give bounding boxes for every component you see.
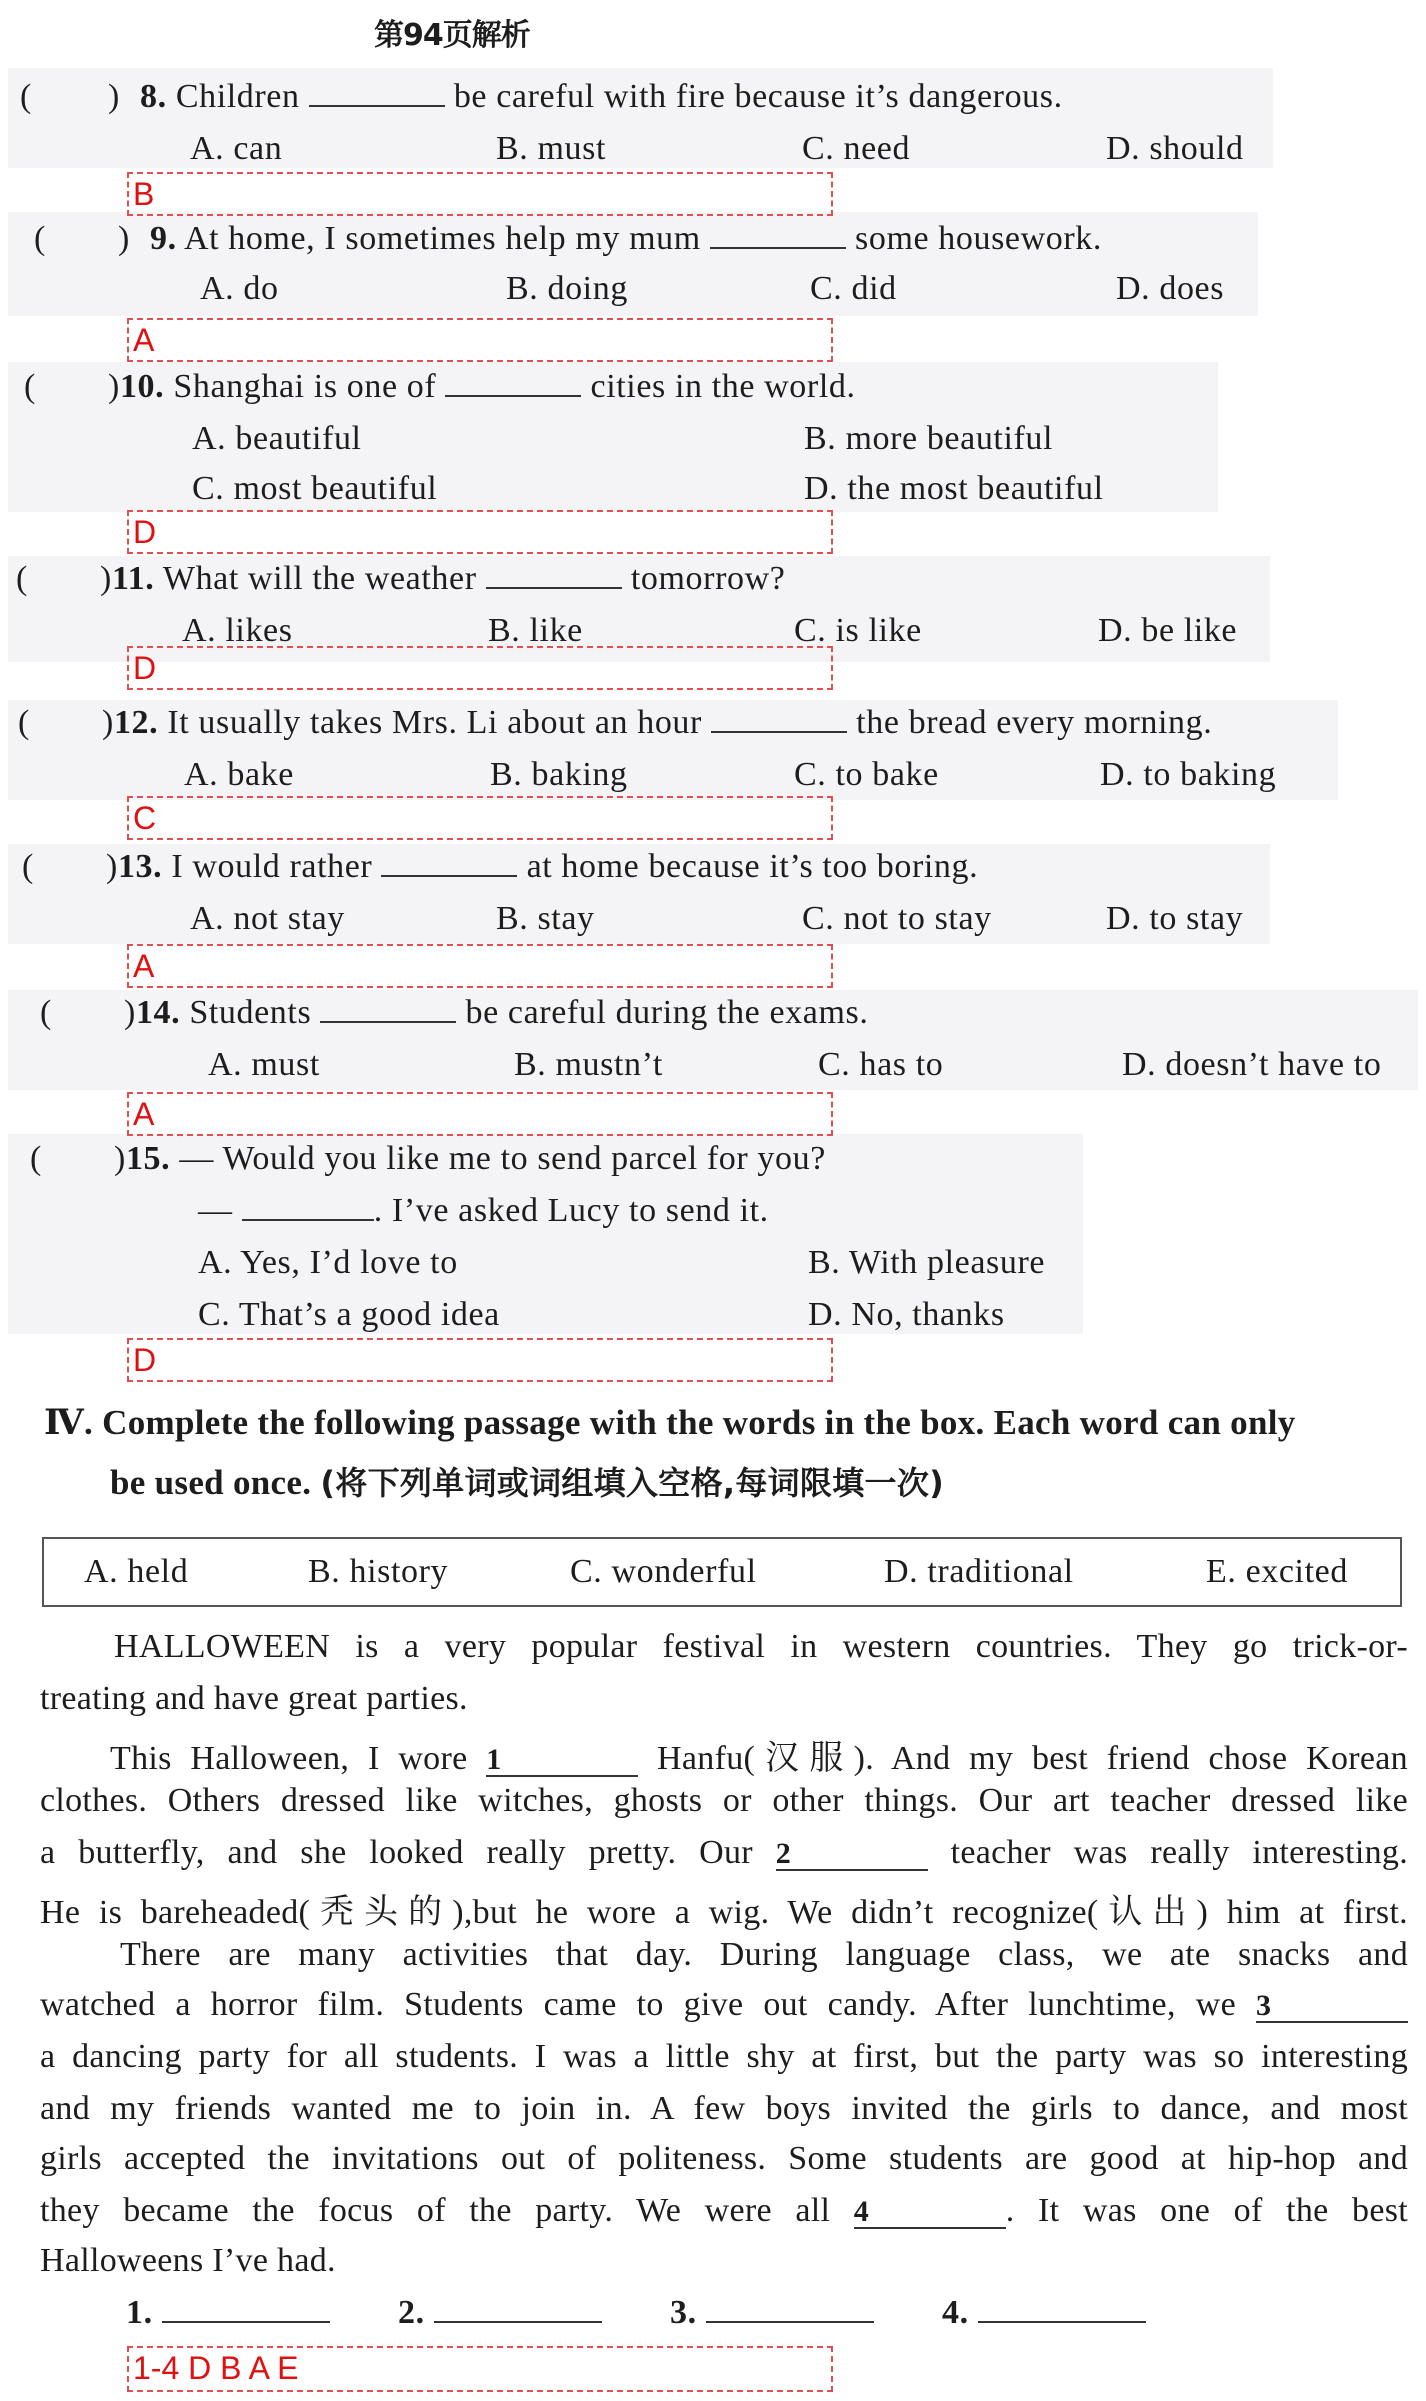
option-a: A. must	[208, 1046, 320, 1083]
option-c: C. did	[810, 270, 897, 307]
option-d: D. the most beautiful	[804, 470, 1104, 507]
fill-blank	[381, 849, 517, 877]
blank-line	[706, 2295, 874, 2323]
question-stem-end: tomorrow?	[630, 560, 786, 597]
passage-line: and my friends wanted me to join in. A few boys invited the girls to dance, and most	[40, 2090, 1408, 2127]
option-b: B. more beautiful	[804, 420, 1054, 457]
passage-line: There are many activities that day. During language class, we ate snacks and	[120, 1936, 1408, 1973]
option-c: C. is like	[794, 612, 922, 649]
answer-box: A	[127, 318, 833, 362]
answer-paren-open: (	[40, 994, 52, 1031]
answer-paren-open: (	[24, 368, 36, 405]
answer-paren-close: )	[106, 848, 118, 885]
option-b: B. like	[488, 612, 583, 649]
answer-paren-open: (	[18, 704, 30, 741]
passage-text: watched a horror film. Students came to give out candy. After lunchtime, we	[40, 1986, 1236, 2023]
answer-box: C	[127, 796, 833, 840]
question-stem: I would rather	[171, 848, 373, 885]
question-stem: — Would you like me to send parcel for you?	[179, 1140, 826, 1177]
option-c: C. most beautiful	[192, 470, 438, 507]
blank-label: 1.	[126, 2294, 153, 2331]
question-number: 12.	[113, 704, 159, 741]
option-d: D. be like	[1098, 612, 1238, 649]
question-number: 10.	[119, 368, 165, 405]
answer-paren-close: )	[100, 560, 112, 597]
answer-paren-close: )	[102, 704, 114, 741]
option-b: B. must	[496, 130, 607, 167]
answer-paren-open: (	[16, 560, 28, 597]
blank-label: 2.	[398, 2294, 425, 2331]
question-stem-end: be careful during the exams.	[465, 994, 869, 1031]
question-stem-end: the bread every morning.	[856, 704, 1213, 741]
option-b: B. With pleasure	[808, 1244, 1046, 1281]
blank-line	[978, 2295, 1146, 2323]
option-a: A. bake	[184, 756, 294, 793]
answer-blank-4	[942, 2294, 1146, 2332]
question-stem-end: be careful with fire because it’s dangerous.	[453, 78, 1063, 115]
dash: —	[198, 1192, 233, 1229]
option-c: C. need	[802, 130, 911, 167]
fill-blank	[309, 79, 445, 107]
blank-line	[434, 2295, 602, 2323]
answer-box: D	[127, 646, 833, 690]
word-d: D. traditional	[884, 1553, 1074, 1590]
question-stem: At home, I sometimes help my mum	[183, 220, 701, 257]
passage-text: . It was one of the best	[1005, 2192, 1408, 2229]
question-line-2: . I’ve asked Lucy to send it.	[373, 1192, 769, 1229]
answer-box: A	[127, 1092, 833, 1136]
option-b: B. stay	[496, 900, 595, 937]
word-c: C. wonderful	[570, 1553, 757, 1590]
passage-line	[40, 2192, 1408, 2230]
passage-text: This Halloween, I wore	[110, 1740, 468, 1777]
question-stem: Shanghai is one of	[173, 368, 437, 405]
question-stem: It usually takes Mrs. Li about an hour	[167, 704, 702, 741]
fill-blank	[445, 369, 581, 397]
passage-line	[40, 1834, 1408, 1872]
option-a: A. likes	[182, 612, 293, 649]
passage-line	[110, 1730, 1408, 1779]
answer-blank-2	[398, 2294, 602, 2332]
answer-paren-close: )	[118, 220, 130, 257]
question-stem: Children	[175, 78, 300, 115]
answer-box: D	[127, 510, 833, 554]
option-d: D. to stay	[1106, 900, 1244, 937]
option-c: C. to bake	[794, 756, 939, 793]
option-b: B. baking	[490, 756, 628, 793]
fill-blank	[320, 995, 456, 1023]
question-number: 13.	[117, 848, 163, 885]
option-a: A. do	[200, 270, 279, 307]
passage-blank-2: 2	[776, 1839, 928, 1871]
answer-paren-close: )	[108, 78, 120, 115]
section-4-instruction	[44, 1402, 1296, 1443]
blank-line	[162, 2295, 330, 2323]
option-a: A. beautiful	[192, 420, 362, 457]
passage-blank-4: 4	[854, 2197, 1006, 2229]
passage-text: a butterfly, and she looked really pretty. Our	[40, 1834, 753, 1871]
instruction-chinese: (将下列单词或词组填入空格,每词限填一次)	[320, 1464, 945, 1502]
option-a: A. Yes, I’d love to	[198, 1244, 458, 1281]
word-b: B. history	[308, 1553, 449, 1590]
blank-label: 4.	[942, 2294, 969, 2331]
option-d: D. to baking	[1100, 756, 1277, 793]
answer-paren-close: )	[108, 368, 120, 405]
question-number: 15.	[125, 1140, 171, 1177]
section-4-instruction-2	[110, 1458, 944, 1504]
option-b: B. doing	[506, 270, 628, 307]
blank-label: 3.	[670, 2294, 697, 2331]
answer-paren-close: )	[114, 1140, 126, 1177]
answer-blank-1	[126, 2294, 330, 2332]
option-b: B. mustn’t	[514, 1046, 663, 1083]
option-c: C. not to stay	[802, 900, 992, 937]
option-a: A. not stay	[190, 900, 345, 937]
fill-blank	[486, 561, 622, 589]
option-c: C. That’s a good idea	[198, 1296, 500, 1333]
fill-blank	[242, 1193, 374, 1221]
fill-blank	[710, 221, 846, 249]
instruction-line-2: be used once.	[110, 1463, 312, 1502]
passage-line: clothes. Others dressed like witches, ghosts or other things. Our art teacher dressed like	[40, 1782, 1408, 1819]
answer-paren-open: (	[20, 78, 32, 115]
answer-paren-open: (	[34, 220, 46, 257]
passage-line: HALLOWEEN is a very popular festival in western countries. They go trick-or-	[114, 1628, 1408, 1665]
question-number: 9.	[150, 220, 177, 257]
answer-paren-open: (	[22, 848, 34, 885]
answer-box: B	[127, 172, 833, 216]
passage-line: a dancing party for all students. I was a little shy at first, but the party was so interesting	[40, 2038, 1408, 2075]
passage-line: treating and have great parties.	[40, 1680, 468, 1717]
option-a: A. can	[190, 130, 283, 167]
option-c: C. has to	[818, 1046, 944, 1083]
answer-paren-open: (	[30, 1140, 42, 1177]
passage-line: girls accepted the invitations out of politeness. Some students are good at hip-hop and	[40, 2140, 1408, 2177]
question-stem-end: at home because it’s too boring.	[526, 848, 979, 885]
word-e: E. excited	[1206, 1553, 1348, 1590]
option-d: D. does	[1116, 270, 1225, 307]
question-number: 14.	[135, 994, 181, 1031]
page-title: 第94页解析	[374, 18, 530, 53]
word-a: A. held	[84, 1553, 189, 1590]
question-number: 8.	[140, 78, 167, 115]
answer-blank-3	[670, 2294, 874, 2332]
question-stem-end: cities in the world.	[590, 368, 856, 405]
passage-line: He is bareheaded(秃头的),but he wore a wig. We didn’t recognize(认出) him at first.	[40, 1894, 1408, 1931]
passage-blank-3: 3	[1256, 1991, 1408, 2023]
question-stem: Students	[189, 994, 312, 1031]
passage-blank-1: 1	[486, 1745, 638, 1777]
instruction-line-1: Complete the following passage with the words in the box. Each word can only	[102, 1403, 1296, 1442]
question-number: 11.	[111, 560, 155, 597]
section-4-answer-box: 1-4 D B A E	[127, 2346, 833, 2392]
option-d: D. should	[1106, 130, 1244, 167]
section-numeral: Ⅳ.	[44, 1403, 94, 1442]
question-stem: What will the weather	[162, 560, 477, 597]
answer-box: D	[127, 1338, 833, 1382]
answer-paren-close: )	[124, 994, 136, 1031]
passage-text: teacher was really interesting.	[950, 1834, 1408, 1871]
passage-text: Hanfu(汉服). And my best friend chose Korean	[657, 1740, 1408, 1777]
question-stem-end: some housework.	[855, 220, 1102, 257]
passage-text: they became the focus of the party. We were all	[40, 2192, 831, 2229]
passage-line: Halloweens I’ve had.	[40, 2242, 336, 2279]
option-d: D. doesn’t have to	[1122, 1046, 1382, 1083]
fill-blank	[711, 705, 847, 733]
answer-box: A	[127, 944, 833, 988]
option-d: D. No, thanks	[808, 1296, 1005, 1333]
passage-line	[40, 1986, 1408, 2024]
